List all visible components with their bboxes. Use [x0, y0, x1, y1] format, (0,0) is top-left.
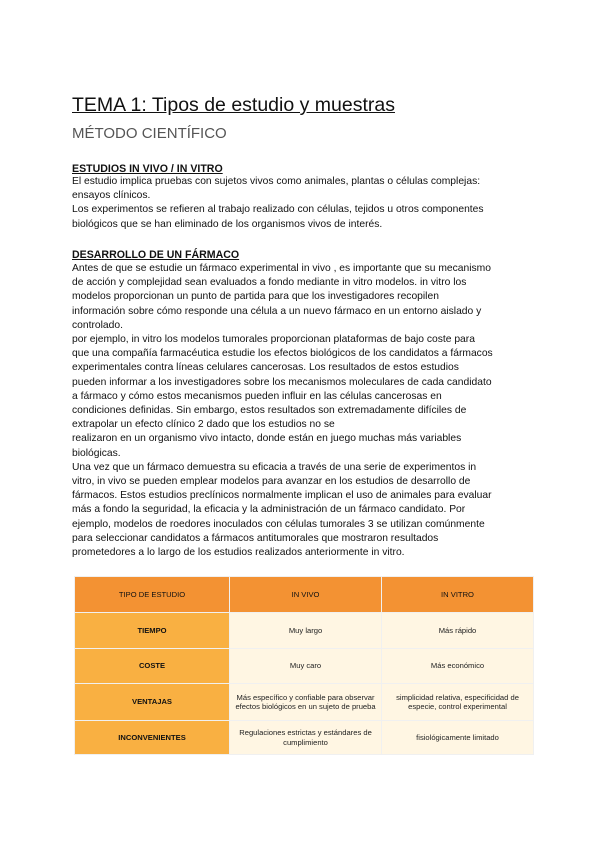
paragraph-line: fármacos. Estos estudios preclínicos normalmente implican el uso de animales para evaluar: [72, 490, 492, 502]
cell-line: cumplimiento: [283, 737, 328, 747]
paragraph-line: por ejemplo, in vitro los modelos tumorales proporcionan plataformas de bajo coste para: [72, 334, 475, 346]
table-cell-in-vivo: [230, 613, 382, 649]
page-title: TEMA 1: Tipos de estudio y muestras: [72, 94, 395, 116]
paragraph-line: para seleccionar candidatos a fármacos antitumorales que mostraron resultados: [72, 532, 439, 544]
cell-line: Regulaciones estrictas y estándares de: [239, 728, 372, 737]
section-heading-in-vivo-in-vitro: ESTUDIOS IN VIVO / IN VITRO: [72, 163, 223, 175]
paragraph-line: experimentales contra líneas celulares cancerosas. Los resultados de estos estudios: [72, 362, 459, 374]
paragraph-line: extrapolar un efecto clínico 2 dado que los estudios no se: [72, 419, 335, 431]
table-cell-in-vitro: [382, 721, 534, 755]
table-cell-in-vitro: [382, 649, 534, 684]
cell-line: especie, control experimental: [408, 702, 507, 711]
section-paragraph-desarrollo-farmaco: [72, 262, 534, 560]
paragraph-line: realizaron en un organismo vivo intacto, donde están en juego muchas más variables: [72, 433, 462, 445]
table-cell-in-vivo: [230, 684, 382, 721]
paragraph-line: controlado.: [72, 319, 123, 331]
paragraph-line: Una vez que un fármaco demuestra su eficacia a través de una serie de experimentos in: [72, 461, 477, 473]
cell-line: Más rápido: [438, 625, 477, 635]
paragraph-line: vitro, in vivo se pueden emplear modelos para avanzar en los estudios de desarrollo de: [72, 476, 471, 488]
paragraph-line: de acción y complejidad sean evaluados a fondo mediante in vitro modelos. in vitro los: [72, 277, 467, 289]
cell-line: Más económico: [430, 661, 485, 671]
table-row: [75, 649, 534, 684]
table-cell-in-vitro: [382, 613, 534, 649]
cell-line: fisiológicamente limitado: [416, 732, 499, 742]
row-label: VENTAJAS: [75, 684, 230, 721]
cell-line: simplicidad relativa, especificidad de: [396, 692, 519, 702]
row-label: TIEMPO: [75, 613, 230, 649]
paragraph-line: a fármaco y cómo estos mecanismos pueden influir en las células cancerosas en: [72, 390, 442, 402]
cell-line: Muy caro: [289, 661, 322, 671]
page-subtitle: MÉTODO CIENTÍFICO: [72, 125, 227, 142]
table-cell-in-vitro: [382, 684, 534, 721]
paragraph-line: biológicas.: [72, 447, 121, 459]
row-label: INCONVENIENTES: [75, 721, 230, 755]
paragraph-line: pueden informar a los investigadores sobre los mecanismos moleculares de cada candidato: [72, 376, 492, 388]
table-cell-in-vivo: [230, 721, 382, 755]
paragraph-line: ensayos clínicos.: [72, 190, 151, 202]
table-row: [75, 684, 534, 721]
cell-line: Más específico y confiable para observar: [236, 692, 375, 702]
paragraph-line: información sobre cómo responde una célula a un nuevo fármaco en un entorno aislado y: [72, 305, 482, 317]
paragraph-line: prometedores a lo largo de los estudios realizados anteriormente in vitro.: [72, 547, 405, 559]
section-heading-desarrollo-farmaco: DESARROLLO DE UN FÁRMACO: [72, 249, 240, 261]
table-header-cell: IN VIVO: [230, 577, 382, 613]
paragraph-line: biológicos que se han eliminado de los organismos vivos de interés.: [72, 218, 383, 230]
paragraph-line: Los experimentos se refieren al trabajo realizado con células, tejidos u otros componentes: [72, 204, 484, 216]
table-header-cell: IN VITRO: [382, 577, 534, 613]
section-paragraph-in-vivo-in-vitro: [72, 175, 534, 232]
table-header-cell: TIPO DE ESTUDIO: [75, 577, 230, 613]
table-header-row: [75, 577, 534, 613]
paragraph-line: Antes de que se estudie un fármaco experimental in vivo , es importante que su mecanismo: [72, 263, 491, 274]
table-row: [75, 613, 534, 649]
cell-line: efectos biológicos en un sujeto de prueba: [235, 702, 376, 711]
row-label: COSTE: [75, 649, 230, 684]
table-row: [75, 721, 534, 755]
comparison-table: [74, 576, 534, 755]
paragraph-line: El estudio implica pruebas con sujetos vivos como animales, plantas o células complejas:: [72, 176, 481, 187]
table-cell-in-vivo: [230, 649, 382, 684]
paragraph-line: que una compañía farmacéutica estudie los efectos biológicos de los candidatos a fármacos: [72, 348, 493, 360]
paragraph-line: más a fondo la seguridad, la eficacia y la administración de un fármaco candidato. Por: [72, 504, 466, 516]
paragraph-line: condiciones definidas. Sin embargo, estos resultados son extremadamente difíciles de: [72, 405, 467, 417]
paragraph-line: modelos proporcionan un punto de partida para que los investigadores recopilen: [72, 291, 439, 303]
paragraph-line: ejemplo, modelos de roedores inoculados con células tumorales 3 se utilizan comúnmente: [72, 518, 485, 530]
cell-line: Muy largo: [288, 625, 323, 635]
